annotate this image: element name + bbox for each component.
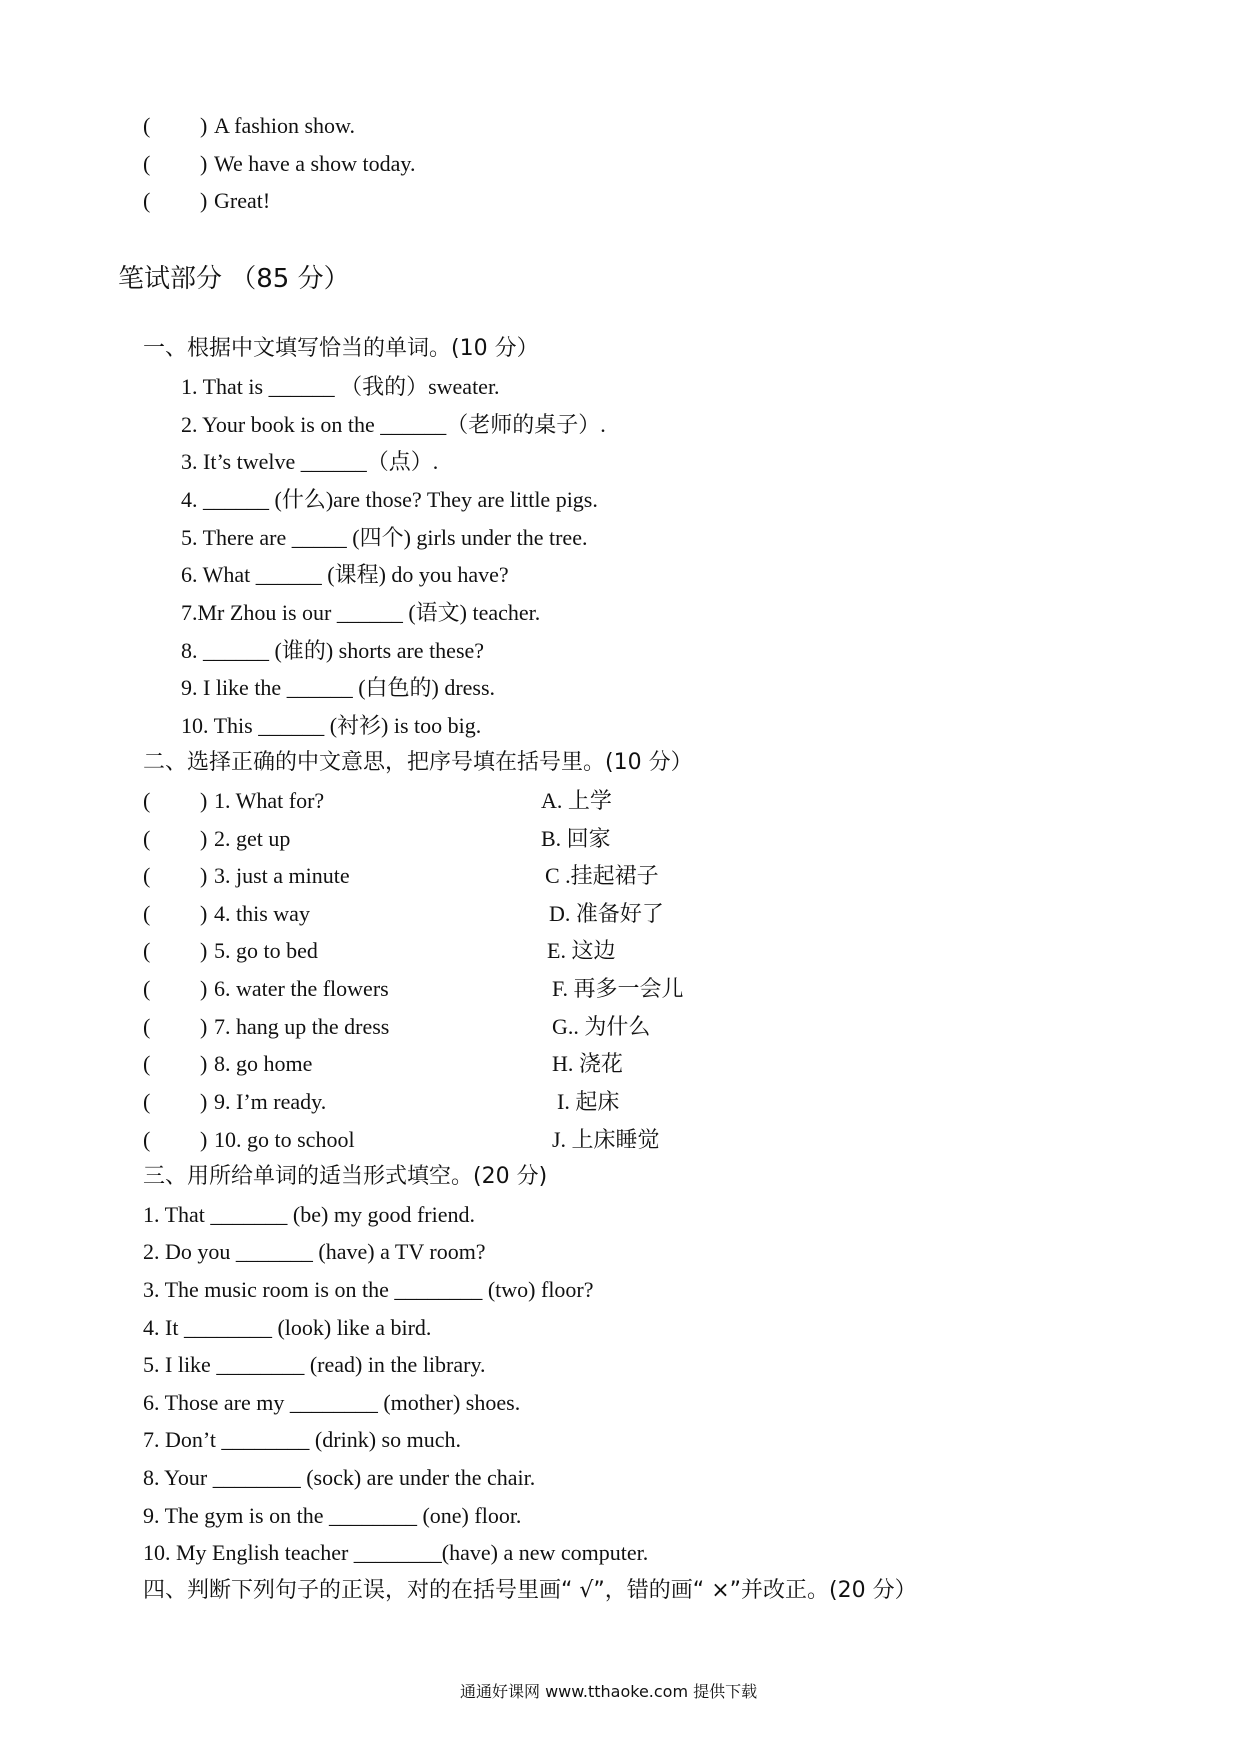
paren-close: ) [200, 1014, 208, 1039]
intro-text: A fashion show. [214, 113, 355, 138]
section3-item-1: 1. That _______ (be) my good friend. [143, 1202, 475, 1227]
paren-close: ) [200, 113, 208, 138]
section1-item-8: 8. ______ (谁的) shorts are these? [181, 638, 485, 663]
chinese-option: I. 起床 [557, 1089, 620, 1114]
paren-open: ( [143, 826, 151, 851]
english-phrase: 6. water the flowers [214, 976, 389, 1001]
section4-title: 四、判断下列句子的正误，对的在括号里画“ √”，错的画“ ×”并改正。(20 分） [143, 1578, 917, 1603]
section3-title: 三、用所给单词的适当形式填空。(20 分) [143, 1164, 548, 1189]
paren-close: ) [200, 901, 208, 926]
paren-open: ( [143, 1127, 151, 1152]
chinese-option: J. 上床睡觉 [552, 1127, 660, 1152]
paren-close: ) [200, 1051, 208, 1076]
chinese-option: D. 准备好了 [549, 901, 664, 926]
chinese-option: C .挂起裙子 [545, 863, 659, 888]
english-phrase: 9. I’m ready. [214, 1089, 327, 1114]
paren-close: ) [200, 151, 208, 176]
section3-item-4: 4. It ________ (look) like a bird. [143, 1315, 432, 1340]
written-part-heading: 笔试部分 （85 分） [118, 264, 350, 294]
paren-close: ) [200, 1127, 208, 1152]
english-phrase: 8. go home [214, 1051, 313, 1076]
paren-close: ) [200, 788, 208, 813]
paren-close: ) [200, 188, 208, 213]
paren-open: ( [143, 863, 151, 888]
paren-open: ( [143, 901, 151, 926]
english-phrase: 3. just a minute [214, 863, 350, 888]
intro-text: We have a show today. [214, 151, 416, 176]
section1-item-5: 5. There are _____ (四个) girls under the tree. [181, 525, 588, 550]
section1-item-3: 3. It’s twelve ______（点）. [181, 449, 439, 474]
section3-item-2: 2. Do you _______ (have) a TV room? [143, 1239, 486, 1264]
intro-text: Great! [214, 188, 271, 213]
section3-item-5: 5. I like ________ (read) in the library. [143, 1352, 486, 1377]
paren-close: ) [200, 863, 208, 888]
chinese-option: G.. 为什么 [552, 1014, 651, 1039]
paren-open: ( [143, 113, 151, 138]
section2-title: 二、选择正确的中文意思，把序号填在括号里。(10 分） [143, 750, 693, 775]
paren-open: ( [143, 188, 151, 213]
english-phrase: 1. What for? [214, 788, 325, 813]
paren-open: ( [143, 1089, 151, 1114]
section1-item-1: 1. That is ______ （我的）sweater. [181, 374, 500, 399]
section3-item-7: 7. Don’t ________ (drink) so much. [143, 1427, 461, 1452]
chinese-option: B. 回家 [541, 826, 611, 851]
paren-close: ) [200, 976, 208, 1001]
section1-title: 一、根据中文填写恰当的单词。(10 分） [143, 336, 539, 361]
section1-item-2: 2. Your book is on the ______（老师的桌子）. [181, 412, 606, 437]
chinese-option: H. 浇花 [552, 1051, 623, 1076]
section1-item-9: 9. I like the ______ (白色的) dress. [181, 675, 496, 700]
section1-item-4: 4. ______ (什么)are those? They are little pigs. [181, 487, 598, 512]
section3-item-10: 10. My English teacher ________(have) a new computer. [143, 1540, 649, 1565]
paren-open: ( [143, 1051, 151, 1076]
english-phrase: 2. get up [214, 826, 291, 851]
section3-item-9: 9. The gym is on the ________ (one) floor. [143, 1503, 522, 1528]
paren-open: ( [143, 151, 151, 176]
english-phrase: 7. hang up the dress [214, 1014, 390, 1039]
paren-open: ( [143, 1014, 151, 1039]
paren-close: ) [200, 938, 208, 963]
section1-item-7: 7.Mr Zhou is our ______ (语文) teacher. [181, 600, 541, 625]
paren-close: ) [200, 1089, 208, 1114]
english-phrase: 4. this way [214, 901, 310, 926]
section3-item-8: 8. Your ________ (sock) are under the chair. [143, 1465, 536, 1490]
paren-open: ( [143, 788, 151, 813]
chinese-option: A. 上学 [541, 788, 612, 813]
english-phrase: 10. go to school [214, 1127, 355, 1152]
chinese-option: F. 再多一会儿 [552, 976, 684, 1001]
section1-item-6: 6. What ______ (课程) do you have? [181, 562, 509, 587]
paren-close: ) [200, 826, 208, 851]
page-footer: 通通好课网 www.tthaoke.com 提供下载 [460, 1682, 758, 1701]
section1-item-10: 10. This ______ (衬衫) is too big. [181, 713, 482, 738]
paren-open: ( [143, 976, 151, 1001]
chinese-option: E. 这边 [547, 938, 616, 963]
section3-item-6: 6. Those are my ________ (mother) shoes. [143, 1390, 521, 1415]
english-phrase: 5. go to bed [214, 938, 318, 963]
paren-open: ( [143, 938, 151, 963]
section3-item-3: 3. The music room is on the ________ (two) floor? [143, 1277, 594, 1302]
